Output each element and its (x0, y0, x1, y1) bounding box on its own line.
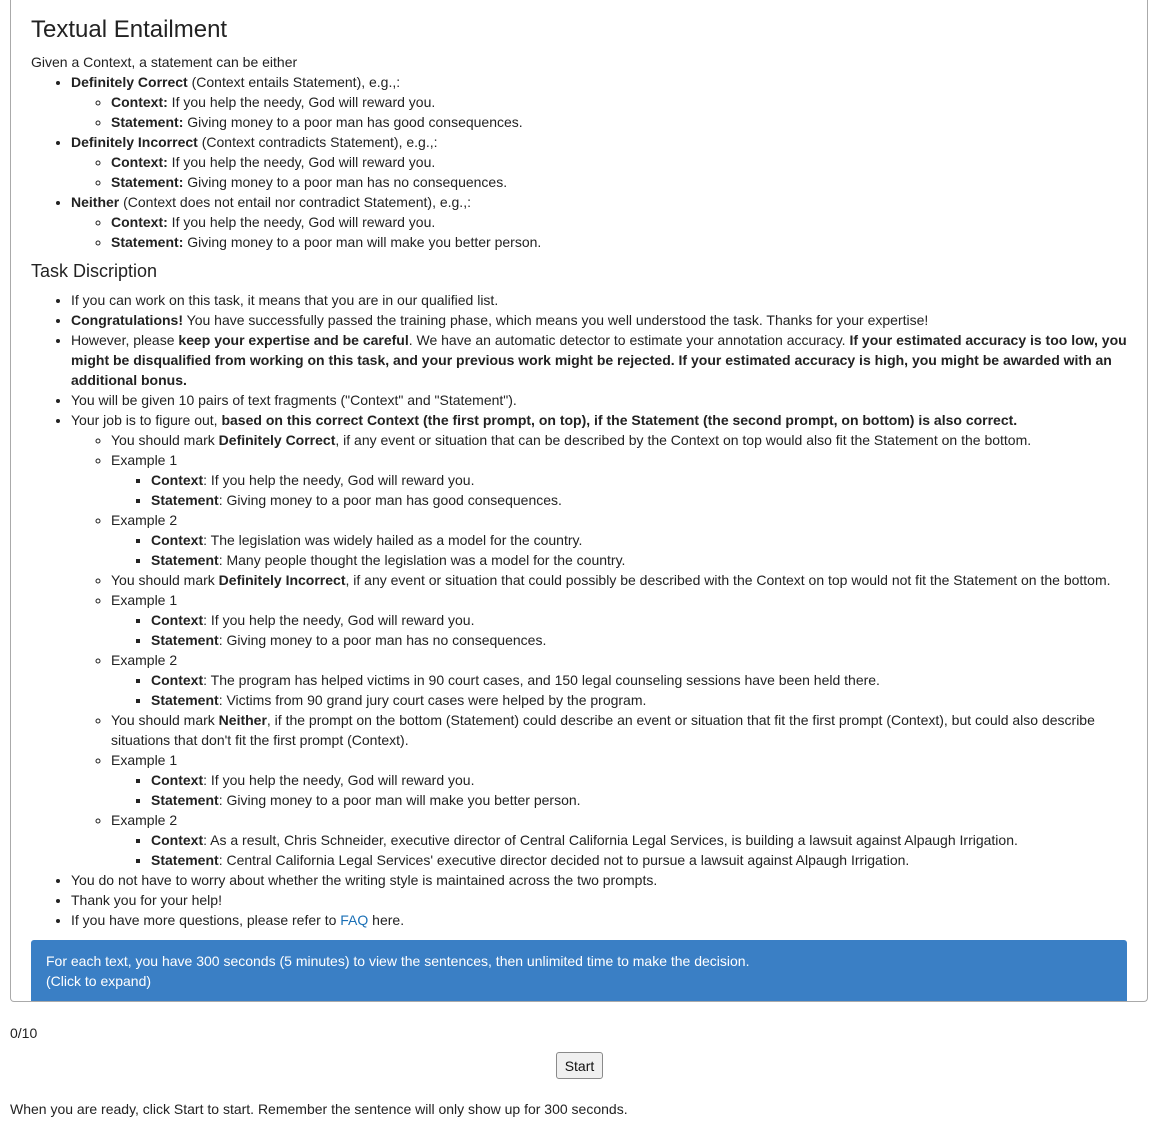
example-context: ▪ Context: The program has helped victims in 90 court cases, and 150 legal counseling sessions have been held there. (151, 670, 1127, 690)
time-notice-text: For each text, you have 300 seconds (5 minutes) to view the sentences, then unlimited time to make the decision. (46, 953, 750, 969)
task-congrats: • Congratulations! You have successfully passed the training phase, which means you well understood the task. Thanks for your expertise! (71, 310, 1127, 330)
faq-link[interactable]: FAQ (340, 912, 369, 928)
example-title: ◦ Example 2 ▪ Context: As a result, Chris Schneider, executive director of Central California Legal Services, is building a lawsuit against Alpaugh Irrigation. ▪ Statement: Central California Legal Services' executive director decided not to pursue a lawsuit against Alpaugh Irrigation. (111, 810, 1127, 870)
category-example-statement: ◦ Statement: Giving money to a poor man has good consequences. (111, 112, 1127, 132)
expand-hint: (Click to expand) (46, 973, 152, 989)
page-title: Textual Entailment (31, 16, 228, 43)
footer-instruction: When you are ready, click Start to start. Remember the sentence will only show up for 300 seconds. (10, 1101, 628, 1117)
example-title: ◦ Example 1 ▪ Context: If you help the needy, God will reward you. ▪ Statement: Giving money to a poor man will make you better person. (111, 750, 1127, 810)
example-statement: ▪ Statement: Giving money to a poor man will make you better person. (151, 790, 1127, 810)
intro-text: Given a Context, a statement can be either (31, 54, 298, 70)
task-careful: • However, please keep your expertise and be careful. We have an automatic detector to estimate your annotation accuracy. If your estimated accuracy is too low, you might be disqualified from working on this task, and your previous work might be rejected. If your estimated accuracy is high, you might be awarded with an additional bonus. (71, 330, 1127, 390)
example-context: ▪ Context: If you help the needy, God will reward you. (151, 610, 1127, 630)
example-context: ▪ Context: The legislation was widely hailed as a model for the country. (151, 530, 1127, 550)
example-statement: ▪ Statement: Many people thought the legislation was a model for the country. (151, 550, 1127, 570)
task-job: • Your job is to figure out, based on this correct Context (the first prompt, on top), if the Statement (the second prompt, on bottom) is also correct. ◦ You should mark Definitely Correct, if any event or situation that can be described by the Context on top would also fit the Statement on the bottom. ◦ Example 1 ▪ Context: If you help the needy, God will reward you. ▪ Statement: Giving money to a poor man has good consequences. ◦ Example 2 ▪ Context: The legislation was widely hailed as a model for the country. ▪ Statement: Many people thought the legislation was a model for the country. ◦ You should mark Definitely Incorrect, if any event or situation that could possibly be described with the Context on top would not fit the Statement on the bottom. ◦ Example 1 ▪ Context: If you help the needy, God will reward you. ▪ Statement: Giving money to a poor man has no consequences. ◦ Example 2 ▪ Context: The program has helped victims in 90 court cases, and 150 legal counseling sessions have been held there. ▪ Statement: Victims from 90 grand jury court cases were helped by the program. ◦ You should mark Neither, if the prompt on the bottom (Statement) could describe an event or situation that fit the first prompt (Context), but could also describe situations that don't fit the first prompt (Context). ◦ Example 1 ▪ Context: If you help the needy, God will reward you. ▪ Statement: Giving money to a poor man will make you better person. ◦ Example 2 ▪ Context: As a result, Chris Schneider, executive director of Central California Legal Services, is building a lawsuit against Alpaugh Irrigation. ▪ Statement: Central California Legal Services' executive director decided not to pursue a lawsuit against Alpaugh Irrigation. (71, 410, 1127, 870)
example-title: ◦ Example 1 ▪ Context: If you help the needy, God will reward you. ▪ Statement: Giving money to a poor man has no consequences. (111, 590, 1127, 650)
example-context: ▪ Context: If you help the needy, God will reward you. (151, 770, 1127, 790)
example-statement: ▪ Statement: Giving money to a poor man has good consequences. (151, 490, 1127, 510)
example-title: ◦ Example 1 ▪ Context: If you help the needy, God will reward you. ▪ Statement: Giving money to a poor man has good consequences. (111, 450, 1127, 510)
example-title: ◦ Example 2 ▪ Context: The program has helped victims in 90 court cases, and 150 legal counseling sessions have been held there. ▪ Statement: Victims from 90 grand jury court cases were helped by the program. (111, 650, 1127, 710)
example-statement: ▪ Statement: Victims from 90 grand jury court cases were helped by the program. (151, 690, 1127, 710)
example-statement: ▪ Statement: Central California Legal Services' executive director decided not to pursue a lawsuit against Alpaugh Irrigation. (151, 850, 1127, 870)
task-thanks: • Thank you for your help! (71, 890, 1127, 910)
task-heading: Task Discription (31, 261, 158, 281)
category-example-statement: ◦ Statement: Giving money to a poor man has no consequences. (111, 172, 1127, 192)
example-title: ◦ Example 2 ▪ Context: The legislation was widely hailed as a model for the country. ▪ Statement: Many people thought the legislation was a model for the country. (111, 510, 1127, 570)
category-item: • Neither (Context does not entail nor contradict Statement), e.g.,: ◦ Context: If you help the needy, God will reward you. ◦ Statement: Giving money to a poor man will make you better person. (71, 192, 1127, 252)
time-notice-expandable[interactable] (31, 940, 1127, 1001)
category-example-context: ◦ Context: If you help the needy, God will reward you. (111, 152, 1127, 172)
example-context: ▪ Context: As a result, Chris Schneider, executive director of Central California Legal Services, is building a lawsuit against Alpaugh Irrigation. (151, 830, 1127, 850)
start-button[interactable]: Start (556, 1052, 603, 1079)
category-list (31, 72, 1127, 252)
mark-rule-incorrect: ◦ You should mark Definitely Incorrect, if any event or situation that could possibly be described with the Context on top would not fit the Statement on the bottom. (111, 570, 1127, 590)
task-faq: • If you have more questions, please refer to FAQ here. (71, 910, 1127, 930)
category-example-statement: ◦ Statement: Giving money to a poor man will make you better person. (111, 232, 1127, 252)
mark-rule-neither: ◦ You should mark Neither, if the prompt on the bottom (Statement) could describe an event or situation that fit the first prompt (Context), but could also describe situations that don't fit the first prompt (Context). (111, 710, 1127, 750)
task-list (31, 290, 1127, 930)
category-item: • Definitely Correct (Context entails Statement), e.g.,: ◦ Context: If you help the needy, God will reward you. ◦ Statement: Giving money to a poor man has good consequences. (71, 72, 1127, 132)
mark-rule-correct: ◦ You should mark Definitely Correct, if any event or situation that can be described by the Context on top would also fit the Statement on the bottom. (111, 430, 1127, 450)
category-item: • Definitely Incorrect (Context contradicts Statement), e.g.,: ◦ Context: If you help the needy, God will reward you. ◦ Statement: Giving money to a poor man has no consequences. (71, 132, 1127, 192)
instructions-panel (10, 0, 1148, 1002)
task-qualified: • If you can work on this task, it means that you are in our qualified list. (71, 290, 1127, 310)
task-style: • You do not have to worry about whether the writing style is maintained across the two prompts. (71, 870, 1127, 890)
task-pairs: • You will be given 10 pairs of text fragments ("Context" and "Statement"). (71, 390, 1127, 410)
progress-counter: 0/10 (10, 1025, 38, 1041)
category-example-context: ◦ Context: If you help the needy, God will reward you. (111, 212, 1127, 232)
example-context: ▪ Context: If you help the needy, God will reward you. (151, 470, 1127, 490)
example-statement: ▪ Statement: Giving money to a poor man has no consequences. (151, 630, 1127, 650)
category-example-context: ◦ Context: If you help the needy, God will reward you. (111, 92, 1127, 112)
